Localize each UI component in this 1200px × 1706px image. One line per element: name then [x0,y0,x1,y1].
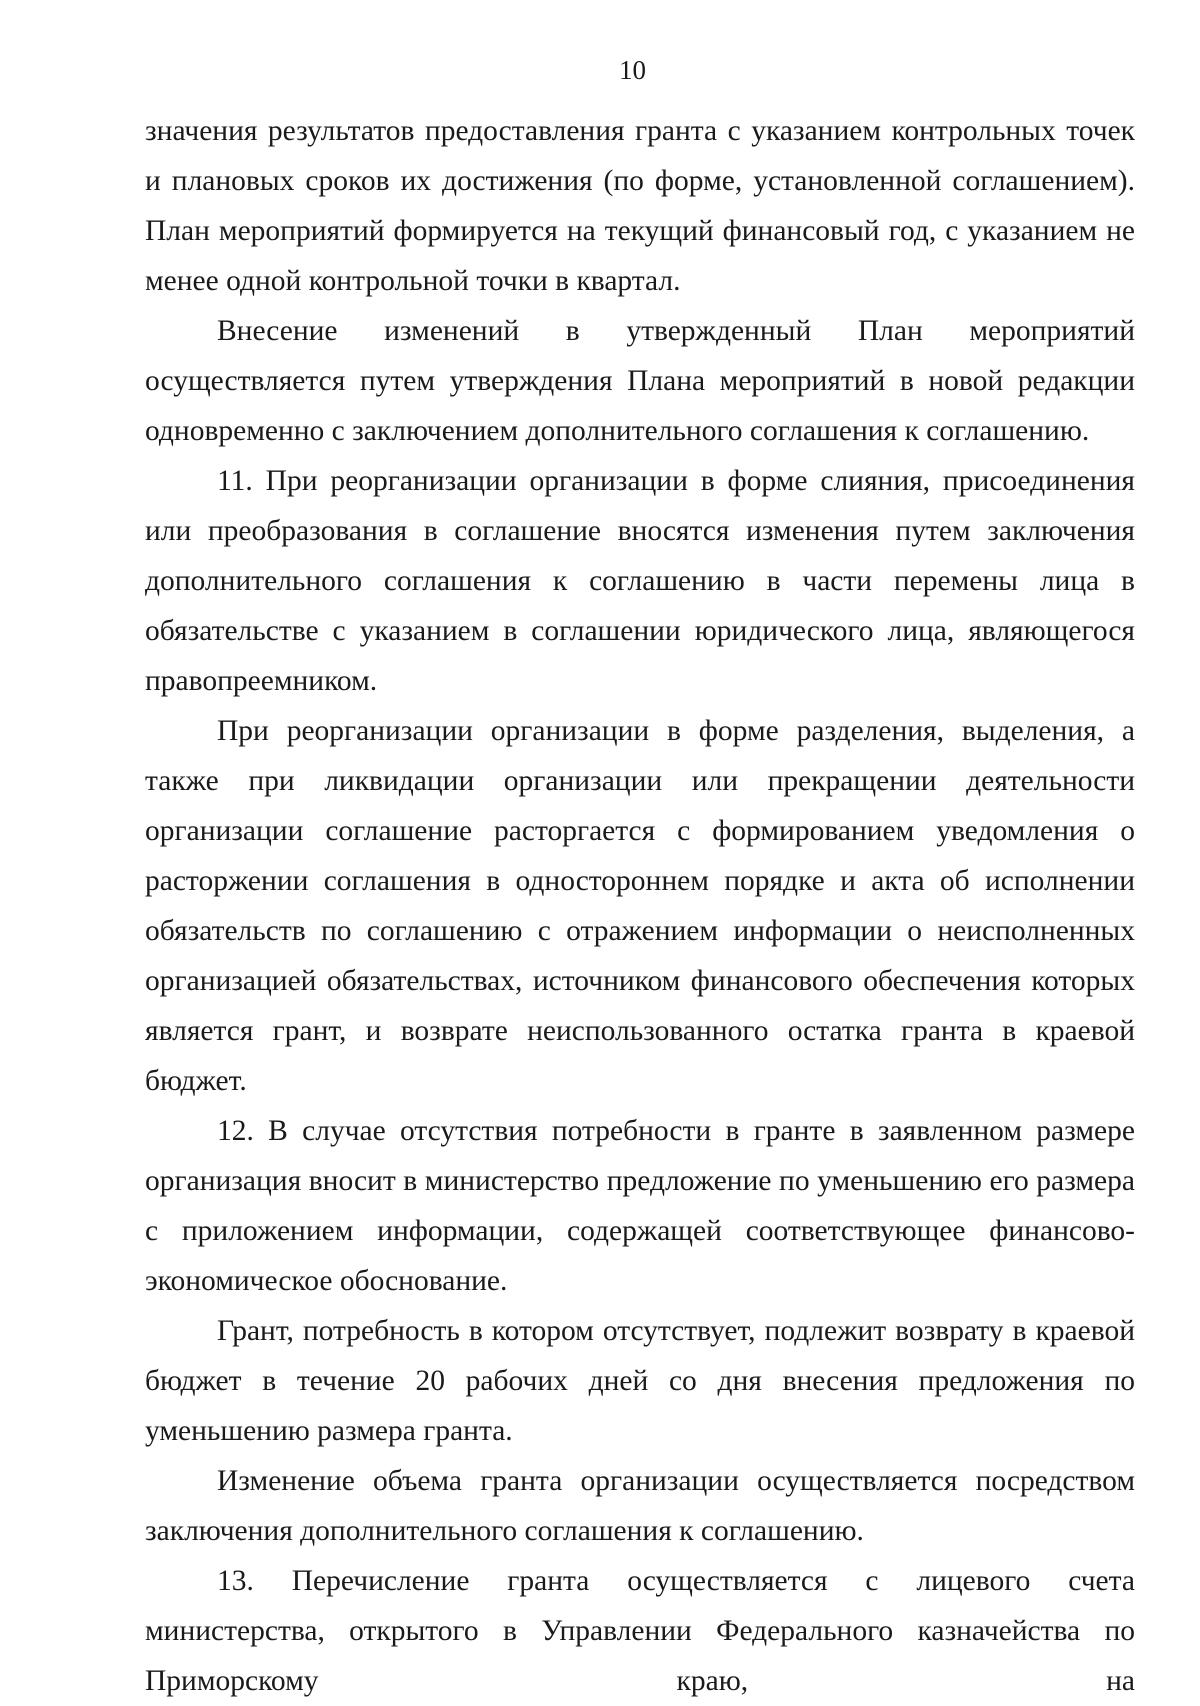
paragraph-clause-13: 13. Перечисление гранта осуществляется с лицевого счета министерства, открытого в Управлении Федерального казначейства по Приморскому краю, на [145,1565,1135,1697]
paragraph-grant-volume-change: Изменение объема гранта организации осуществляется посредством заключения дополнительного соглашения к соглашению. [145,1465,1135,1547]
paragraph-clause-11: 11. При реорганизации организации в форме слияния, присоединения или преобразования в соглашение вносятся изменения путем заключения дополнительного соглашения к соглашению в части перемены лица в обязательстве с указанием в соглашении юридического лица, являющегося правопреемником. [145,465,1135,697]
document-body [145,106,1135,1706]
paragraph-continuation: значения результатов предоставления гранта с указанием контрольных точек и плановых сроков их достижения (по форме, установленной соглашением). План мероприятий формируется на текущий финансовый год, с указанием не менее одной контрольной точки в квартал. [145,115,1135,297]
page-number: 10 [619,55,646,85]
paragraph-plan-changes: Внесение изменений в утвержденный План мероприятий осуществляется путем утверждения Плана мероприятий в новой редакции одновременно с заключением дополнительного соглашения к соглашению. [145,315,1135,447]
paragraph-grant-return: Грант, потребность в котором отсутствует, подлежит возврату в краевой бюджет в течение 20 рабочих дней со дня внесения предложения по уменьшению размера гранта. [145,1315,1135,1447]
paragraph-clause-12: 12. В случае отсутствия потребности в гранте в заявленном размере организация вносит в министерство предложение по уменьшению его размера с приложением информации, содержащей соответствующее финансово-экономическое обоснование. [145,1115,1135,1297]
paragraph-reorganization-termination: При реорганизации организации в форме разделения, выделения, а также при ликвидации организации или прекращении деятельности организации соглашение расторгается с формированием уведомления о расторжении соглашения в одностороннем порядке и акта об исполнении обязательств по соглашению с отражением информации о неисполненных организацией обязательствах, источником финансового обеспечения которых является грант, и возврате неиспользованного остатка гранта в краевой бюджет. [145,715,1135,1097]
